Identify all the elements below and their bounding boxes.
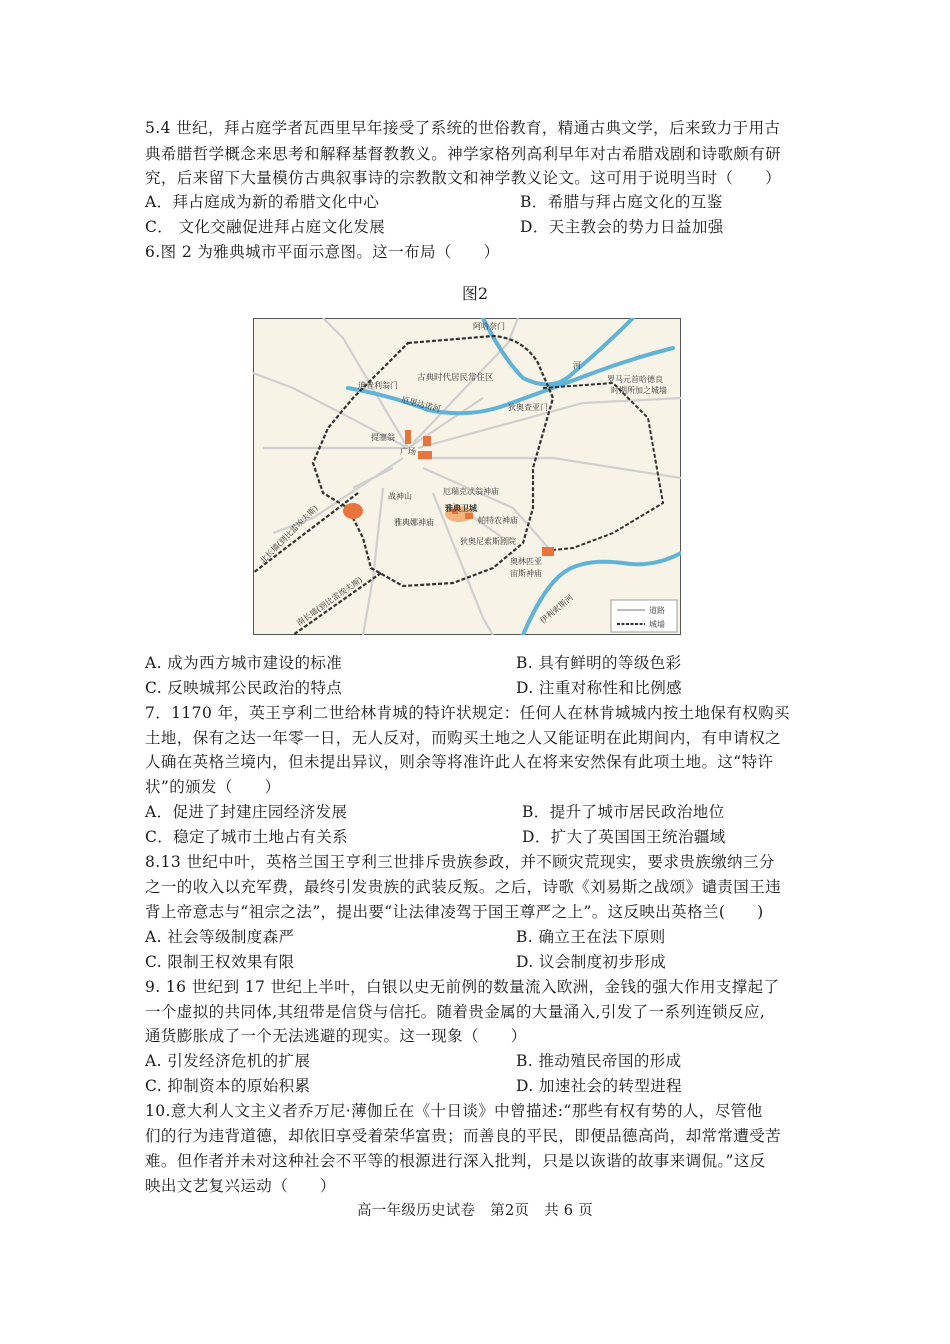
label-athena-temple: 雅典娜神庙 xyxy=(394,518,434,527)
page-footer: 高一年级历史试卷 第2页 共 6 页 xyxy=(356,1203,594,1219)
q5-option-b: B．希腊与拜占庭文化的互鉴 xyxy=(520,193,723,211)
label-residential: 古典时代居民常住区 xyxy=(417,373,494,383)
label-olympieion: 奥林匹亚 xyxy=(510,557,542,566)
q6-option-b: B. 具有鲜明的等级色彩 xyxy=(516,654,682,672)
q9-stem-line-3: 通货膨胀成了一个无法逃避的现实。这一现象（ ） xyxy=(145,1027,527,1045)
pnyx-area xyxy=(343,503,363,519)
q5-option-a: A．拜占庭成为新的希腊文化中心 xyxy=(145,193,380,211)
q6-stem: 6.图 2 为雅典城市平面示意图。这一布局（ ） xyxy=(145,243,500,261)
olympieion-building xyxy=(542,547,554,556)
q9-stem-line-2: 一个虚拟的共同体,其纽带是信贷与信托。随着贵金属的大量涌入,引发了一系列连锁反应, xyxy=(145,1003,766,1021)
q7-option-c: C．稳定了城市土地占有关系 xyxy=(145,828,349,846)
q10-stem-line-4: 映出文艺复兴运动（ ） xyxy=(145,1177,336,1195)
label-agora: 广场 xyxy=(400,447,416,456)
parthenon-building xyxy=(465,513,473,519)
q8-option-d: D. 议会制度初步形成 xyxy=(516,953,667,971)
label-acharnian-gate: 阿哈奈门 xyxy=(473,322,505,331)
q10-stem-line-3: 难。但作者并未对这种社会不平等的根源进行深入批判，只是以诙谐的故事来调侃。”这反 xyxy=(145,1152,766,1170)
q5-option-d: D．天主教会的势力日益加强 xyxy=(520,218,724,236)
label-parthenon: 帕特农神庙 xyxy=(478,516,518,525)
q5-stem-line-1: 5.4 世纪，拜占庭学者瓦西里早年接受了系统的世俗教育，精通古典文学，后来致力于用古 xyxy=(145,119,781,137)
label-south-long-wall: 南长墙(到比雷埃夫斯) xyxy=(294,575,365,628)
label-erechtheion: 厄瑞克忒翁神庙 xyxy=(443,487,499,496)
q10-stem-line-2: 们的行为违背道德，却依旧享受着荣华富贵；而善良的平民，即便品德高尚，却常常遭受苦 xyxy=(145,1127,782,1145)
map-legend xyxy=(611,600,677,632)
label-hadrian-wall-2: 时期所加之城墙 xyxy=(611,386,667,395)
label-olympieion-2: 宙斯神庙 xyxy=(510,569,542,578)
label-north-long-wall: 北长墙(到比雷埃夫斯) xyxy=(258,503,320,566)
q7-option-d: D．扩大了英国国王统治疆域 xyxy=(522,828,726,846)
q7-stem-line-1: 7．1170 年，英王亨利二世给林肯城的特许状规定：任何人在林肯城城内按土地保有权购买 xyxy=(145,704,790,722)
q8-stem-line-3: 背上帝意志与“祖宗之法”，提出要“让法律凌驾于国王尊严之上”。这反映出英格兰( ) xyxy=(145,903,764,921)
q7-option-a: A．促进了封建庄园经济发展 xyxy=(145,803,348,821)
agora-building xyxy=(423,436,431,446)
q7-stem-line-3: 人确在英格兰境内，但未提出异议，则余等将准许此人在将来安然保有此项土地。这“特许 xyxy=(145,753,774,771)
label-pnyx: 提塞翁 xyxy=(371,433,395,442)
label-acropolis: 雅典卫城 xyxy=(445,504,477,513)
q8-option-c: C. 限制王权效果有限 xyxy=(145,953,295,971)
q9-option-a: A. 引发经济危机的扩展 xyxy=(145,1052,311,1070)
q8-option-b: B. 确立王在法下原则 xyxy=(516,928,666,946)
q9-option-b: B. 推动殖民帝国的形成 xyxy=(516,1052,682,1070)
label-dionysus-theatre: 狄奥尼索斯剧院 xyxy=(460,537,516,546)
stoa-building xyxy=(405,430,411,444)
athens-city-map xyxy=(253,318,681,635)
q9-stem-line-1: 9. 16 世纪到 17 世纪上半叶，白银以史无前例的数量流入欧洲，金钱的强大作用支撑起了 xyxy=(145,978,780,996)
legend-road-label: 道路 xyxy=(649,606,665,615)
agora-building-2 xyxy=(418,451,432,459)
label-ilissos-river: 伊利索斯河 xyxy=(538,592,575,626)
label-diomeia-gate: 狄奥查亚门 xyxy=(508,403,548,412)
q9-option-c: C. 抑制资本的原始积累 xyxy=(145,1077,311,1095)
q6-option-d: D. 注重对称性和比例感 xyxy=(516,679,683,697)
figure-title: 图2 xyxy=(461,284,489,303)
label-hadrian-wall: 罗马元首哈德良 xyxy=(607,375,663,384)
label-dipylon-gate: 迪普利翁门 xyxy=(358,381,398,390)
q5-option-c: C． 文化交融促进拜占庭文化发展 xyxy=(145,218,386,236)
label-areopagus: 战神山 xyxy=(388,492,412,501)
q5-stem-line-2: 典希腊哲学概念来思考和解释基督教教义。神学家格列高利早年对古希腊戏剧和诗歌颇有研 xyxy=(145,145,782,163)
q8-option-a: A. 社会等级制度森严 xyxy=(145,928,295,946)
q9-option-d: D. 加速社会的转型进程 xyxy=(516,1077,683,1095)
legend-wall-label: 城墙 xyxy=(649,620,665,629)
label-river: 河 xyxy=(573,361,581,370)
q10-stem-line-1: 10.意大利人文主义者乔万尼·薄伽丘在《十日谈》中曾描述:“那些有权有势的人，尽管他 xyxy=(145,1102,763,1120)
q8-stem-line-1: 8.13 世纪中叶，英格兰国王亨利三世排斥贵族参政，并不顾灾荒现实，要求贵族缴纳三分 xyxy=(145,853,775,871)
q8-stem-line-2: 之一的收入以充军费，最终引发贵族的武装反叛。之后，诗歌《刘易斯之战颂》谴责国王违 xyxy=(145,878,782,896)
q7-option-b: B．提升了城市居民政治地位 xyxy=(522,803,725,821)
q6-option-a: A. 成为西方城市建设的标准 xyxy=(145,654,343,672)
label-eridanus-river: 厄里达诺河 xyxy=(400,395,442,414)
q7-stem-line-2: 土地，保有之达一年零一日，无人反对，而购买土地之人又能证明在此期间内，有申请权之 xyxy=(145,729,782,747)
q6-option-c: C. 反映城邦公民政治的特点 xyxy=(145,679,343,697)
q7-stem-line-4: 状”的颁发（ ） xyxy=(145,778,281,796)
q5-stem-line-3: 究，后来留下大量模仿古典叙事诗的宗教散文和神学教义论文。这可用于说明当时（ ） xyxy=(145,169,782,187)
